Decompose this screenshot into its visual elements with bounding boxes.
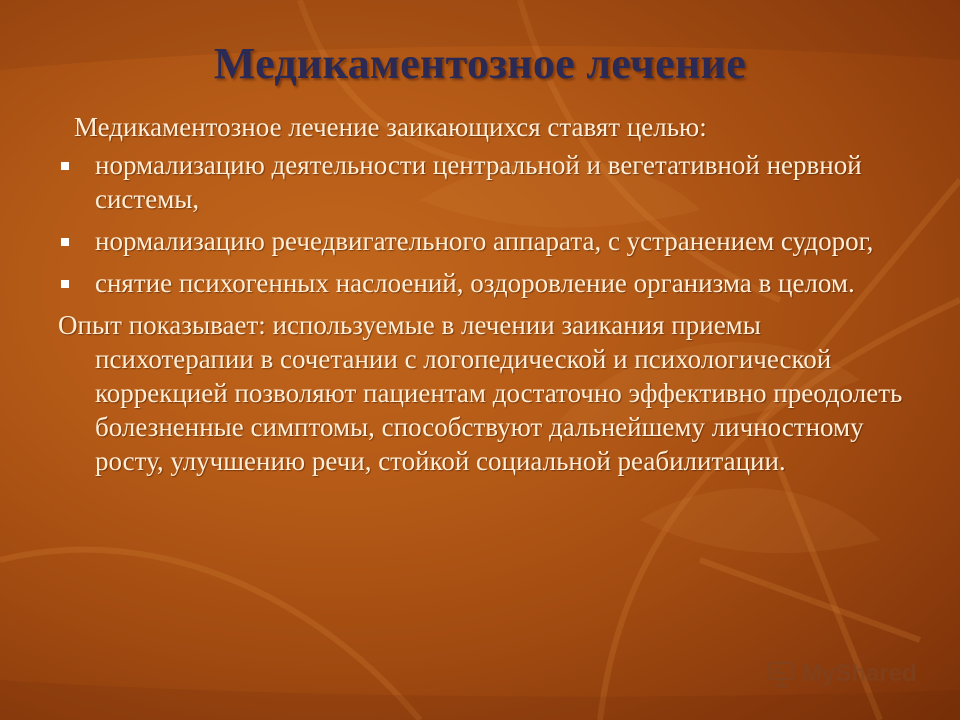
bullet-item (58, 266, 918, 300)
bullet-square-icon (61, 238, 69, 246)
bullet-item (58, 148, 918, 216)
conclusion-paragraph: Опыт показывает: используемые в лечении заикания приемы психотерапии в сочетании с логопедической и психологической коррекцией позволяют пациентам достаточно эффективно преодолеть болезненные симптомы, способствуют дальнейшему личностному росту, улучшению речи, стойкой социальной реабилитации. (58, 310, 903, 476)
bullet-text: нормализацию деятельности центральной и вегетативной нервной системы, (95, 150, 862, 214)
watermark-text: MyShared (802, 660, 917, 687)
slide-content (58, 110, 918, 478)
slide-title: Медикаментозное лечение (213, 39, 747, 88)
bullet-square-icon (61, 280, 69, 288)
bullet-list (58, 148, 918, 300)
watermark (766, 656, 917, 692)
bullet-item (58, 224, 918, 258)
bullet-text: снятие психогенных наслоений, оздоровление организма в целом. (95, 268, 855, 298)
bullet-square-icon (61, 162, 69, 170)
intro-text: Медикаментозное лечение заикающихся ставят целью: (74, 112, 707, 142)
presentation-board-icon (766, 659, 796, 689)
bullet-text: нормализацию речедвигательного аппарата, с устранением судорог, (95, 226, 874, 256)
